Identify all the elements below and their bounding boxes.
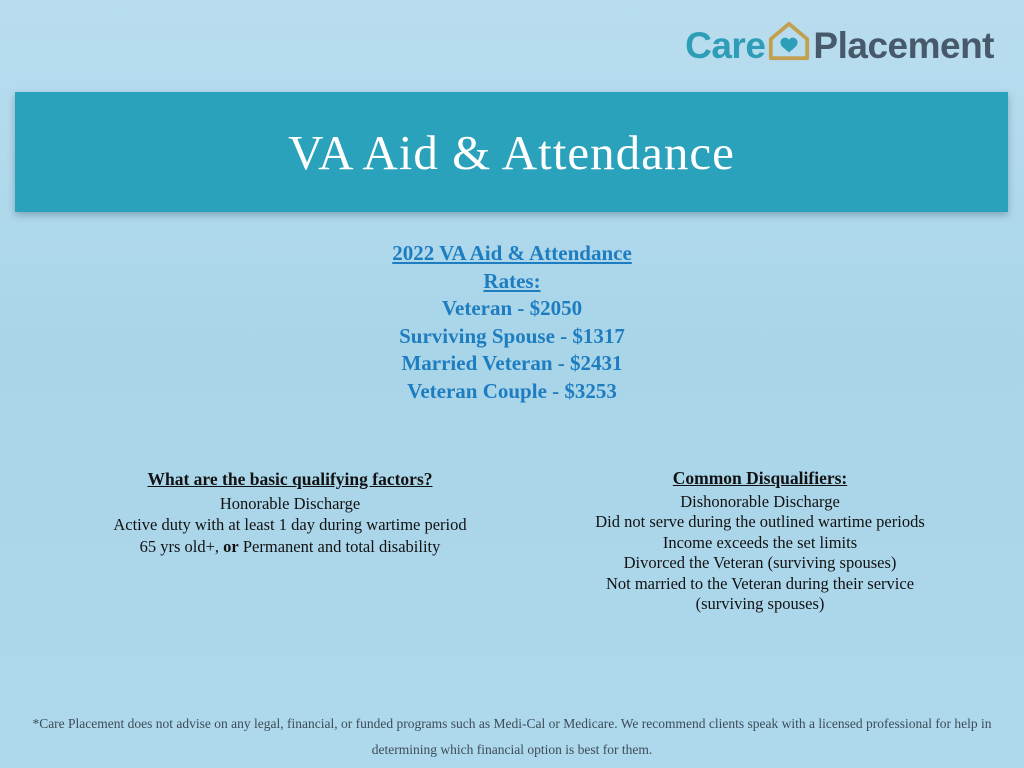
title-banner bbox=[15, 92, 1008, 212]
disqualifier-item-4: Divorced the Veteran (surviving spouses) bbox=[623, 553, 897, 572]
qualifying-item-2: Active duty with at least 1 day during wartime period bbox=[113, 515, 467, 534]
qualifying-heading: What are the basic qualifying factors? bbox=[147, 469, 433, 489]
footnote bbox=[0, 711, 1024, 763]
house-heart-icon bbox=[767, 20, 811, 71]
qualifying-item-1: Honorable Discharge bbox=[219, 493, 361, 513]
logo-placement-text: Placement bbox=[813, 24, 994, 66]
qualifying-item-3 bbox=[50, 536, 530, 558]
rate-line-veteran-couple: Veteran Couple - $3253 bbox=[407, 378, 617, 403]
qualifying-item-3-or: or bbox=[223, 536, 239, 556]
rate-line-veteran: Veteran - $2050 bbox=[441, 296, 583, 320]
disqualifiers-section bbox=[535, 468, 985, 615]
disqualifier-item-5: Not married to the Veteran during their service bbox=[605, 573, 915, 593]
disqualifier-item-2: Did not serve during the outlined wartime periods bbox=[595, 512, 925, 531]
care-placement-logo bbox=[685, 20, 994, 71]
rate-line-surviving-spouse: Surviving Spouse - $1317 bbox=[399, 323, 625, 348]
footnote-line-2: determining which financial option is best for them. bbox=[371, 742, 653, 757]
rate-line-married-veteran: Married Veteran - $2431 bbox=[401, 351, 623, 375]
disqualifier-item-5b: (surviving spouses) bbox=[695, 594, 825, 613]
qualifying-item-3-suffix: Permanent and total disability bbox=[238, 536, 441, 556]
logo-care-text: Care bbox=[685, 24, 766, 66]
slide-title: VA Aid & Attendance bbox=[288, 124, 735, 180]
disqualifier-item-1: Dishonorable Discharge bbox=[680, 491, 840, 511]
rates-heading-link-line2[interactable]: Rates: bbox=[483, 268, 541, 293]
footnote-line-1: *Care Placement does not advise on any legal, financial, or funded programs such as Medi-Cal or Medicare. We recommend clients speak with a licensed professional for help in bbox=[32, 716, 992, 731]
disqualifier-item-3: Income exceeds the set limits bbox=[662, 532, 858, 552]
disqualifiers-heading: Common Disqualifiers: bbox=[672, 468, 848, 488]
qualifying-item-3-prefix: 65 yrs old+, bbox=[139, 536, 224, 556]
rates-heading-link-line1[interactable]: 2022 VA Aid & Attendance bbox=[392, 241, 632, 265]
rates-block bbox=[0, 240, 1024, 405]
qualifying-factors-section bbox=[50, 469, 530, 557]
